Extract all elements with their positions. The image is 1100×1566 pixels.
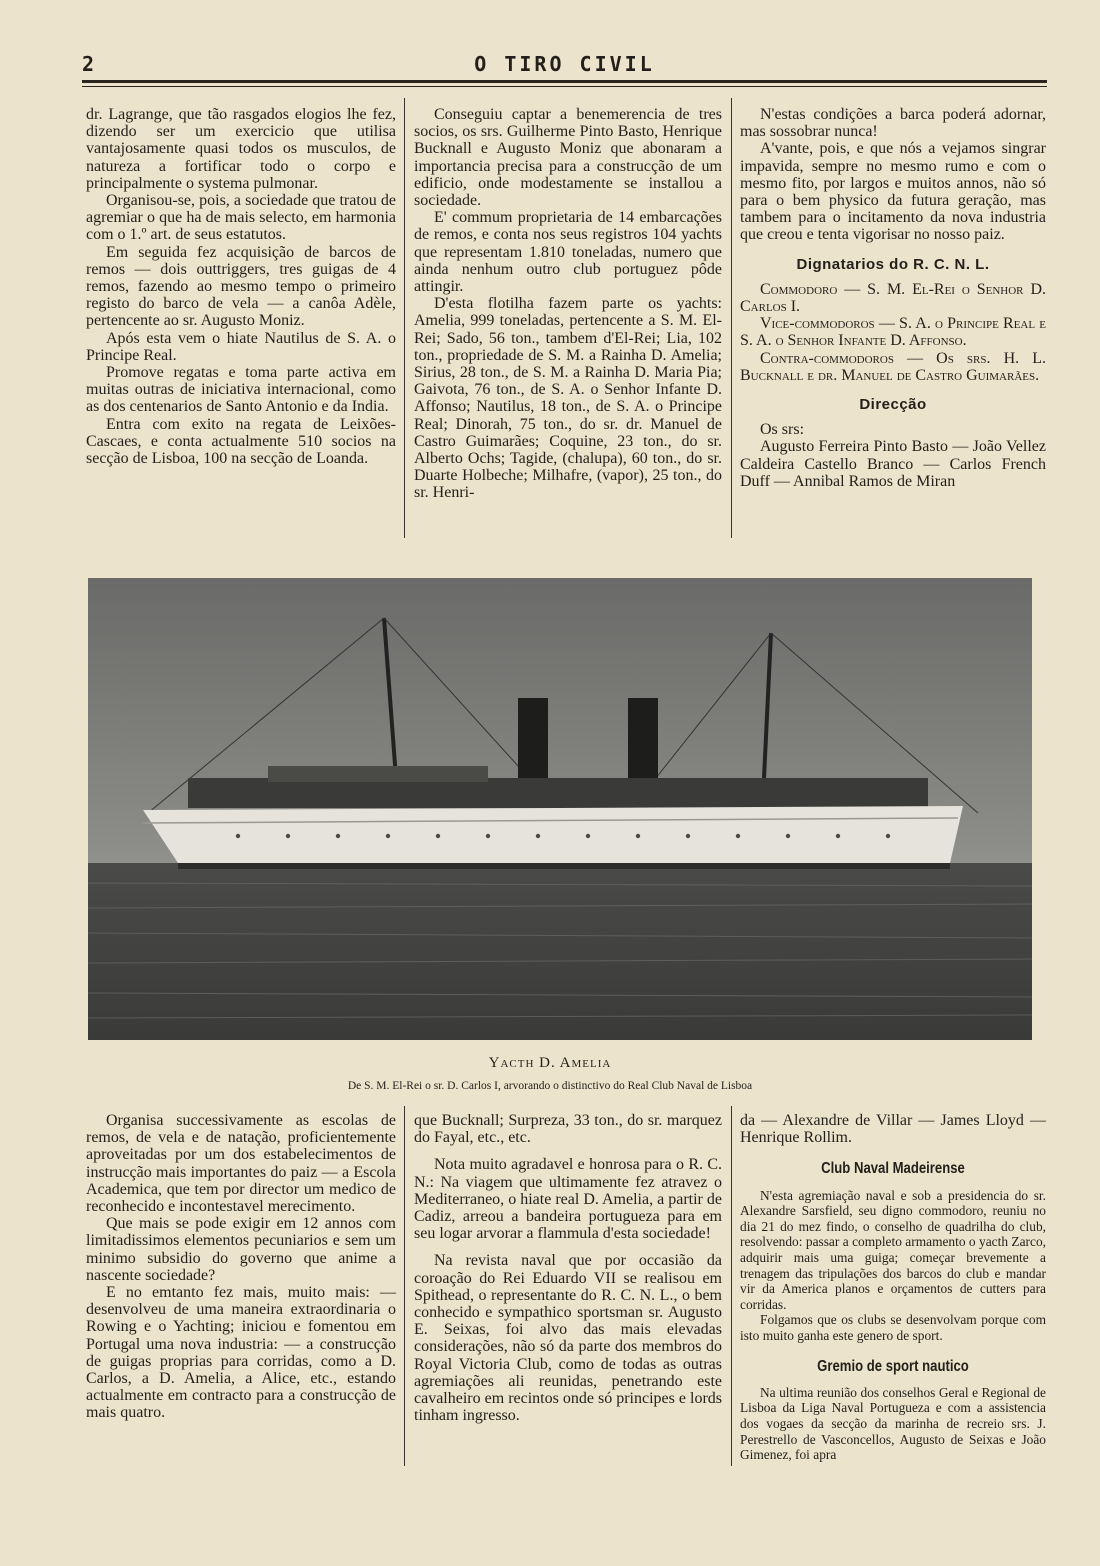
publication-title: O TIRO CIVIL (474, 52, 655, 76)
bottom-column-3 (740, 1112, 1046, 1463)
paragraph: A'vante, pois, e que nós a vejamos singrar impavida, sempre no mesmo rumo e com o mesmo fito, por largos e muitos annos, não só para o bem physico da futura geração, mas tambem para o incitamento da nova industria que creou e tenta vigorisar no nosso paiz. (740, 140, 1046, 244)
column-divider (404, 98, 405, 538)
paragraph: Augusto Ferreira Pinto Basto — João Vellez Caldeira Castello Branco — Carlos French Duff — Annibal Ramos de Miran (740, 438, 1046, 490)
paragraph: Contra-commodoros — Os srs. H. L. Bucknall e dr. Manuel de Castro Guimarães. (740, 349, 1046, 384)
top-column-2 (414, 106, 722, 502)
header-rule-thick (82, 80, 1047, 83)
paragraph: Promove regatas e toma parte activa em muitas outras de iniciativa internacional, como as dos centenarios de Santo Antonio e da India. (86, 364, 396, 416)
bottom-column-1 (86, 1112, 396, 1422)
column-divider (731, 98, 732, 538)
paragraph: N'esta agremiação naval e sob a presidencia do sr. Alexandre Sarsfield, seu digno commodoro, reuniu no dia 21 do mez findo, o conselho de quadrilha do club, resolvendo: passar a completo armamento o yacth Zarco, adquirir mais uma guiga; começar brevemente a trenagem das tripulações dos barcos do club e mandar vir da America planos e orçamentos de cutters para corridas. (740, 1187, 1046, 1312)
paragraph: Vice-commodoros — S. A. o Principe Real e S. A. o Senhor Infante D. Affonso. (740, 315, 1046, 350)
paragraph: dr. Lagrange, que tão rasgados elogios lhe fez, dizendo ser um exercicio que utilisa vantajosamente quasi todos os musculos, de natureza a fortificar todo o corpo e principalmente o systema pulmonar. (86, 106, 396, 192)
section-heading: Direcção (859, 396, 927, 414)
section-heading: Club Naval Madeirense (821, 1160, 965, 1178)
top-column-1 (86, 106, 396, 467)
paragraph: N'estas condições a barca poderá adornar, mas sossobrar nunca! (740, 106, 1046, 141)
page-header (82, 52, 1047, 80)
section-heading: Dignatarios do R. C. N. L. (796, 255, 990, 273)
paragraph: Em seguida fez acquisição de barcos de remos — dois outtriggers, tres guigas de 4 remos, fazendo ao mesmo tempo o primeiro registo do barco de vela — a canôa Adèle, pertencente ao sr. Augusto Moniz. (86, 243, 396, 330)
paragraph: Que mais se pode exigir em 12 annos com limitadissimos elementos pecuniarios e sem um minimo subsidio do governo que anime a nascente sociedade? (86, 1215, 396, 1284)
paragraph: Os srs: (760, 421, 805, 439)
paragraph: Entra com exito na regata de Leixões-Cascaes, e conta actualmente 510 socios na secção de Lisboa, 100 na secção de Loanda. (86, 415, 396, 468)
paragraph: Conseguiu captar a benemerencia de tres socios, os srs. Guilherme Pinto Basto, Henrique Bucknall e Augusto Moniz que abonaram a importancia precisa para a construcção de um edificio, onde modestamente se installou a sociedade. (414, 106, 722, 210)
paragraph: Na ultima reunião dos conselhos Geral e Regional de Lisboa da Liga Naval Portugueza e com a assistencia dos vogaes da secção da marinha de recreio srs. J. Perestrello de Vasconcellos, Augusto de Seixas e João Gimenez, foi apra (740, 1384, 1046, 1463)
paragraph: D'esta flotilha fazem parte os yachts: Amelia, 999 toneladas, pertencente a S. M. El-Rei; Sado, 56 ton., tambem d'El-Rei; Lia, 102 ton., propriedade de S. M. a Rainha D. Amelia; Sirius, 28 ton., de S. M. a Rainha D. Maria Pia; Gaivota, 76 ton., de S. A. o Senhor Infante D. Affonso; Nautilus, 18 ton., de S. A. o Principe Real; Dinorah, 75 ton., do sr. dr. Manuel de Castro Guimarães; Coquine, 23 ton., do sr. Alberto Ochs; Tagide, (chalupa), 60 ton., do sr. Duarte Holbeche; Milhafre, (vapor), 25 ton., do sr. Henri- (414, 295, 722, 502)
figure-caption-subtitle: De S. M. El-Rei o sr. D. Carlos I, arvorando o distinctivo do Real Club Naval de Lisboa (347, 1080, 753, 1092)
paragraph: Organisou-se, pois, a sociedade que tratou de agremiar o que ha de mais selecto, em harmonia com o 1.º art. de seus estatutos. (86, 192, 396, 244)
paragraph: que Bucknall; Surpreza, 33 ton., do sr. marquez do Fayal, etc., etc. (414, 1112, 722, 1147)
header-rule-thin (82, 86, 1047, 87)
yacht-illustration (88, 578, 1032, 1040)
column-divider (731, 1106, 732, 1466)
paragraph: Após esta vem o hiate Nautilus de S. A. o Principe Real. (86, 329, 396, 364)
paragraph: Folgamos que os clubs se desenvolvam porque com isto muito ganha este genero de sport. (740, 1312, 1046, 1343)
column-divider (404, 1106, 405, 1466)
ship-photograph (88, 578, 1032, 1040)
paragraph: E no emtanto fez mais, muito mais: — desenvolveu de uma maneira extraordinaria o Rowing e o Yachting; iniciou e fomentou em Portugal uma nova industria: — a construcção de guigas proprias para corridas, como a D. Carlos, a D. Amelia, a Alice, etc., estando actualmente em contracto para a construcção de mais quatro. (86, 1284, 396, 1422)
paragraph: Na revista naval que por occasião da coroação do Rei Eduardo VII se realisou em Spithead, o representante do R. C. N. L., o bem conhecido e sympathico sportsman sr. Augusto E. Seixas, foi alvo das mais elevadas considerações, não só da parte dos membros do Royal Victoria Club, como de todas as outras agremiações ali reunidas, penetrando este cavalheiro em recintos onde só principes e lords tinham ingresso. (414, 1252, 722, 1425)
top-column-3 (740, 106, 1046, 490)
paragraph: Organisa successivamente as escolas de remos, de vela e de natação, proficientemente aproveitadas por um dos estabelecimentos de instrucção mais importantes do paiz — a Escola Academica, que tem por director um medico de reconhecido e incontestavel merecimento. (86, 1112, 396, 1216)
paragraph: da — Alexandre de Villar — James Lloyd — Henrique Rollim. (740, 1112, 1046, 1147)
section-heading: Gremio de sport nautico (817, 1357, 969, 1375)
bottom-column-2 (414, 1112, 722, 1424)
paragraph: Nota muito agradavel e honrosa para o R. C. N.: Na viagem que ultimamente fez atravez o Mediterraneo, o hiate real D. Amelia, a partir de Cadiz, arreou a bandeira portugueza para em seu logar arvorar a flammula d'esta sociedade! (414, 1156, 722, 1243)
page-number: 2 (82, 52, 95, 76)
paragraph: E' commum proprietaria de 14 embarcações de remos, e conta nos seus registros 104 yachts que representam 1.810 toneladas, numero que ainda nenhum outro club portuguez pôde attingir. (414, 209, 722, 296)
paragraph: Commodoro — S. M. El-Rei o Senhor D. Carlos I. (740, 280, 1046, 316)
figure-caption-title: Yacth D. Amelia (488, 1055, 612, 1071)
